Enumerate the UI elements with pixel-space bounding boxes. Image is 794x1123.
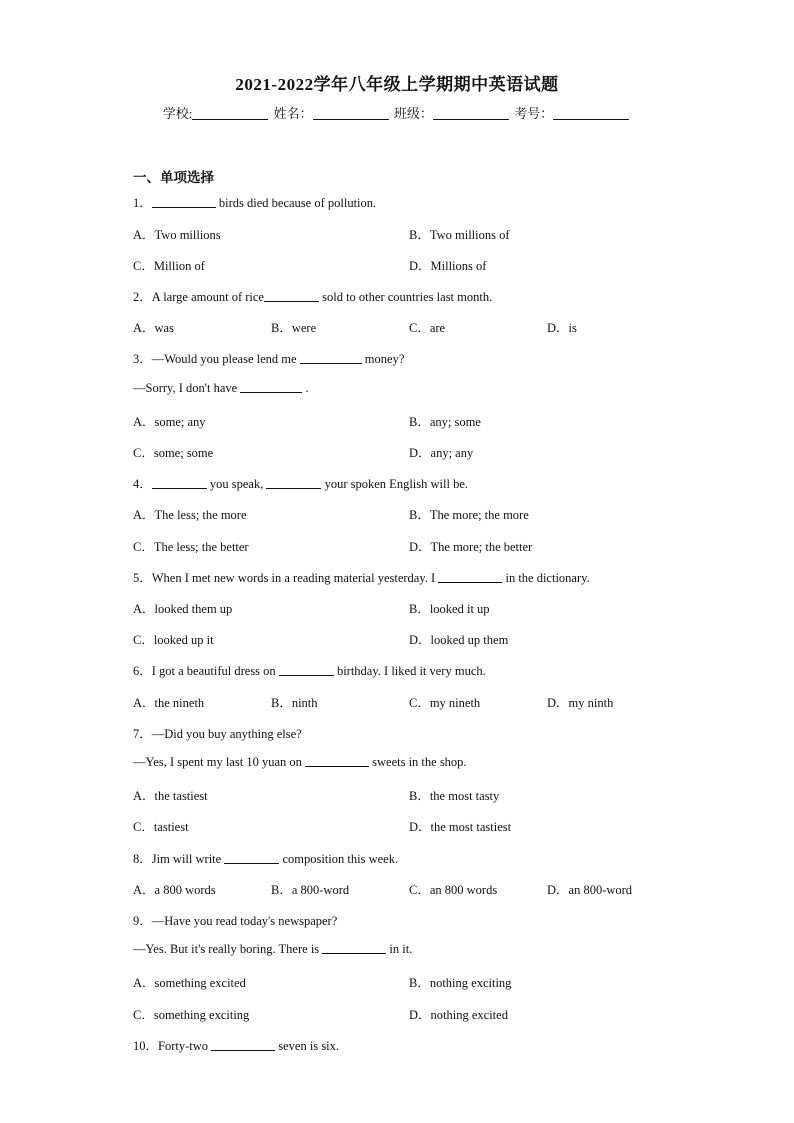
question-9-reply bbox=[133, 942, 412, 957]
question-number: 4． bbox=[133, 477, 152, 491]
question-9: 9．—Have you read today's newspaper? bbox=[133, 914, 338, 928]
q8-option-d[interactable]: D．an 800-word bbox=[547, 883, 633, 897]
question-text: —Sorry, I don't have bbox=[133, 381, 241, 395]
q5-option-c[interactable]: C．looked up it bbox=[133, 633, 214, 647]
name-blank[interactable] bbox=[313, 107, 389, 120]
q4-option-a[interactable]: A．The less; the more bbox=[133, 508, 247, 522]
question-7-reply bbox=[133, 755, 467, 770]
q3-option-a[interactable]: A．some; any bbox=[133, 415, 206, 429]
name-label: 姓名： bbox=[273, 106, 313, 121]
q1-option-b[interactable]: B．Two millions of bbox=[409, 228, 510, 242]
question-number: 1． bbox=[133, 196, 152, 210]
q7-option-a[interactable]: A．the tastiest bbox=[133, 789, 208, 803]
q9-option-c[interactable]: C．something exciting bbox=[133, 1008, 250, 1022]
answer-blank bbox=[152, 196, 216, 208]
question-3 bbox=[133, 349, 404, 367]
question-text: sold to other countries last month. bbox=[318, 290, 493, 304]
q2-option-d[interactable]: D．is bbox=[547, 321, 577, 335]
question-text: . bbox=[302, 381, 309, 395]
q3-option-c[interactable]: C．some; some bbox=[133, 446, 214, 460]
question-text: 3．—Would you please lend me bbox=[133, 352, 300, 366]
answer-blank bbox=[266, 477, 321, 489]
question-10 bbox=[133, 1036, 339, 1054]
question-7: 7．—Did you buy anything else? bbox=[133, 727, 302, 741]
school-label: 学校: bbox=[162, 106, 193, 121]
q2-option-c[interactable]: C．are bbox=[409, 321, 446, 335]
q6-option-b[interactable]: B．ninth bbox=[271, 696, 318, 710]
q6-option-c[interactable]: C．my nineth bbox=[409, 696, 481, 710]
q9-option-b[interactable]: B．nothing exciting bbox=[409, 976, 512, 990]
q5-option-b[interactable]: B．looked it up bbox=[409, 602, 490, 616]
answer-blank bbox=[152, 477, 207, 489]
q6-option-a[interactable]: A．the nineth bbox=[133, 696, 205, 710]
question-text: —Yes. But it's really boring. There is bbox=[133, 942, 323, 956]
q7-option-d[interactable]: D．the most tastiest bbox=[409, 820, 512, 834]
number-label: 考号： bbox=[514, 106, 554, 121]
question-6 bbox=[133, 661, 486, 679]
q1-option-d[interactable]: D．Millions of bbox=[409, 259, 487, 273]
q4-option-b[interactable]: B．The more; the more bbox=[409, 508, 529, 522]
student-info-line bbox=[0, 103, 794, 122]
question-text: seven is six. bbox=[275, 1039, 340, 1053]
number-blank[interactable] bbox=[553, 107, 629, 120]
school-blank[interactable] bbox=[192, 107, 268, 120]
question-text: birthday. I liked it very much. bbox=[333, 664, 486, 678]
question-text: money? bbox=[361, 352, 405, 366]
page-title: 2021-2022学年八年级上学期期中英语试题 bbox=[235, 75, 559, 94]
question-text: your spoken English will be. bbox=[321, 477, 468, 491]
question-text: 8．Jim will write bbox=[133, 852, 225, 866]
question-text: in the dictionary. bbox=[502, 571, 590, 585]
q5-option-d[interactable]: D．looked up them bbox=[409, 633, 509, 647]
q8-option-a[interactable]: A．a 800 words bbox=[133, 883, 216, 897]
question-8 bbox=[133, 849, 398, 867]
q9-option-a[interactable]: A．something excited bbox=[133, 976, 246, 990]
answer-blank bbox=[224, 852, 279, 864]
question-text: in it. bbox=[386, 942, 413, 956]
question-3-reply bbox=[133, 381, 309, 396]
answer-blank bbox=[300, 352, 362, 364]
answer-blank bbox=[305, 755, 369, 767]
section-title: 一、单项选择 bbox=[133, 170, 214, 186]
answer-blank bbox=[279, 664, 334, 676]
q4-option-c[interactable]: C．The less; the better bbox=[133, 540, 249, 554]
q3-option-d[interactable]: D．any; any bbox=[409, 446, 474, 460]
q2-option-b[interactable]: B．were bbox=[271, 321, 317, 335]
answer-blank bbox=[438, 571, 502, 583]
question-2 bbox=[133, 287, 492, 305]
class-label: 班级： bbox=[393, 106, 433, 121]
question-text: you speak, bbox=[206, 477, 267, 491]
question-5 bbox=[133, 568, 590, 586]
q9-option-d[interactable]: D．nothing excited bbox=[409, 1008, 508, 1022]
q8-option-b[interactable]: B．a 800-word bbox=[271, 883, 350, 897]
question-text: composition this week. bbox=[279, 852, 399, 866]
class-blank[interactable] bbox=[433, 107, 509, 120]
question-text: 6．I got a beautiful dress on bbox=[133, 664, 279, 678]
question-text: sweets in the shop. bbox=[369, 755, 467, 769]
question-text: 5．When I met new words in a reading material yesterday. I bbox=[133, 571, 439, 585]
q4-option-d[interactable]: D．The more; the better bbox=[409, 540, 533, 554]
q3-option-b[interactable]: B．any; some bbox=[409, 415, 481, 429]
q2-option-a[interactable]: A．was bbox=[133, 321, 174, 335]
q1-option-c[interactable]: C．Million of bbox=[133, 259, 205, 273]
question-text: birds died because of pollution. bbox=[215, 196, 377, 210]
q7-option-c[interactable]: C．tastiest bbox=[133, 820, 189, 834]
answer-blank bbox=[211, 1039, 275, 1051]
question-4 bbox=[133, 474, 468, 492]
q5-option-a[interactable]: A．looked them up bbox=[133, 602, 233, 616]
answer-blank bbox=[240, 381, 302, 393]
q7-option-b[interactable]: B．the most tasty bbox=[409, 789, 500, 803]
q8-option-c[interactable]: C．an 800 words bbox=[409, 883, 498, 897]
q1-option-a[interactable]: A．Two millions bbox=[133, 228, 221, 242]
question-text: 2．A large amount of rice bbox=[133, 290, 264, 304]
question-text: —Yes, I spent my last 10 yuan on bbox=[133, 755, 305, 769]
answer-blank bbox=[264, 290, 319, 302]
answer-blank bbox=[322, 942, 386, 954]
q6-option-d[interactable]: D．my ninth bbox=[547, 696, 614, 710]
question-1 bbox=[133, 193, 376, 211]
question-text: 10．Forty-two bbox=[133, 1039, 212, 1053]
